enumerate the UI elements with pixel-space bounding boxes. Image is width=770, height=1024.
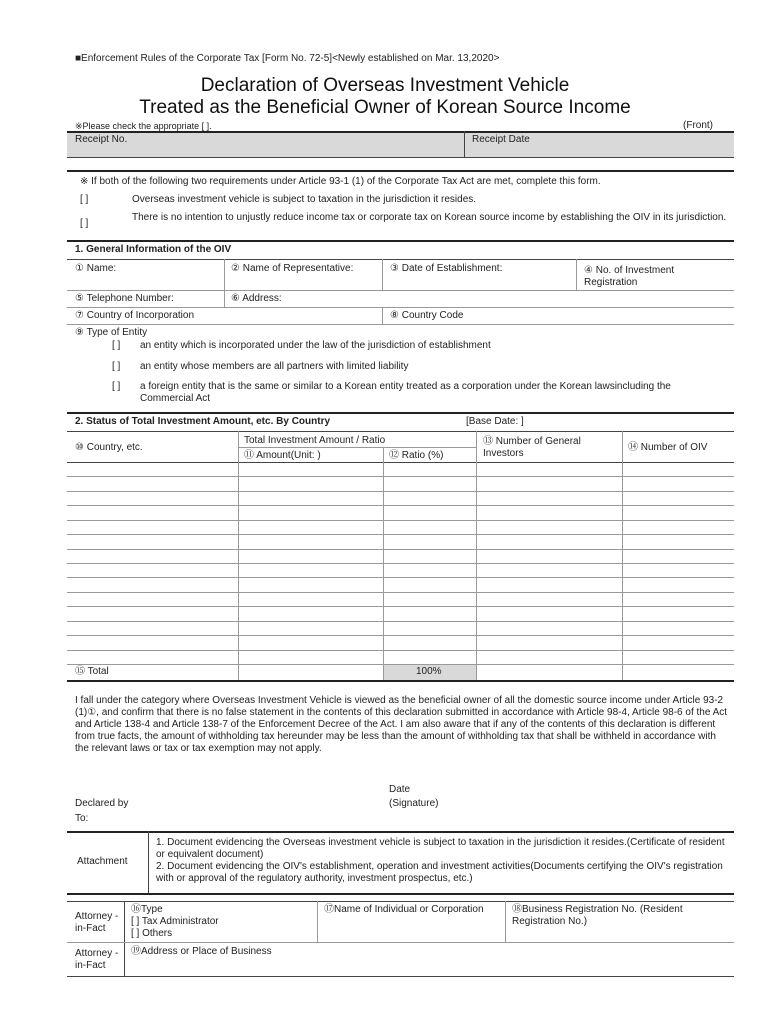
requirement-1-text: Overseas investment vehicle is subject to taxation in the jurisdiction it resides. [132, 194, 477, 205]
table-row-divider [67, 563, 734, 564]
table-row[interactable] [67, 635, 734, 649]
check-note: ※Please check the appropriate [ ]. [75, 121, 212, 131]
front-label: (Front) [683, 120, 713, 131]
country-code-field[interactable]: ⑧ Country Code [390, 310, 464, 321]
table-row-divider [67, 491, 734, 492]
entity-type-3-checkbox[interactable]: [ ] [112, 381, 121, 392]
table-row-divider [67, 577, 734, 578]
table-row-divider [67, 635, 734, 636]
business-registration-field[interactable]: ⑱Business Registration No. (Resident Registration No.) [512, 904, 683, 927]
col-total-investment-header: Total Investment Amount / Ratio [244, 435, 386, 446]
section-1-title: 1. General Information of the OIV [75, 244, 232, 255]
declared-by-label: Declared by [75, 798, 129, 809]
to-label: To: [75, 813, 89, 824]
table-row-divider [67, 592, 734, 593]
receipt-date-field[interactable]: Receipt Date [472, 134, 530, 145]
form-title-line-1: Declaration of Overseas Investment Vehicle [200, 75, 570, 96]
entity-type-1-text: an entity which is incorporated under the law of the jurisdiction of establishment [140, 340, 491, 351]
total-row-label: ⑮ Total [75, 666, 109, 677]
base-date-field[interactable]: [Base Date: ] [466, 416, 524, 427]
attorney-type-others[interactable]: [ ] Others [131, 928, 173, 939]
attorney-label-2: Attorney -in-Fact [75, 948, 119, 971]
entity-type-2-checkbox[interactable]: [ ] [112, 361, 121, 372]
form-title-line-2: Treated as the Beneficial Owner of Korean Source Income [139, 97, 631, 118]
entity-type-2-text: an entity whose members are all partners with limited liability [140, 361, 409, 372]
attorney-name-field[interactable]: ⑰Name of Individual or Corporation [324, 904, 484, 915]
table-row[interactable] [67, 520, 734, 534]
table-row[interactable] [67, 476, 734, 490]
entity-type-label: ⑨ Type of Entity [75, 327, 148, 338]
receipt-number-field[interactable]: Receipt No. [75, 134, 128, 145]
col-amount-header: ⑪ Amount(Unit: ) [244, 450, 321, 461]
col-general-investors-header: ⑬ Number of General Investors [483, 436, 581, 459]
entity-type-3-text: a foreign entity that is the same or similar to a Korean entity treated as a corporation under the Korean lawsincluding the Commercial Act [140, 381, 671, 404]
table-row-divider [67, 606, 734, 607]
table-row[interactable] [67, 462, 734, 476]
table-row-divider [67, 476, 734, 477]
attorney-address-field[interactable]: ⑲Address or Place of Business [131, 946, 272, 957]
requirements-note: ※ If both of the following two requirements under Article 93-1 (1) of the Corporate Tax Act are met, complete this form. [80, 176, 601, 187]
investment-registration-field[interactable]: ④ No. of Investment Registration [584, 265, 675, 288]
attachment-item-2: 2. Document evidencing the OIV's establishment, operation and investment activities(Documents certifying the OIV's registration with or approval of the regulatory authority, investment prospectus, etc.) [156, 861, 723, 884]
country-of-incorporation-field[interactable]: ⑦ Country of Incorporation [75, 310, 195, 321]
table-row-divider [67, 520, 734, 521]
ratio-total-value: 100% [416, 666, 442, 677]
attachment-item-1: 1. Document evidencing the Overseas investment vehicle is subject to taxation in the jurisdiction it resides.(Certificate of resident or equivalent document) [156, 837, 725, 860]
table-row-divider [67, 664, 734, 665]
representative-name-field[interactable]: ② Name of Representative: [231, 263, 354, 274]
table-row-divider [67, 549, 734, 550]
table-row[interactable] [67, 621, 734, 635]
attorney-label: Attorney -in-Fact [75, 911, 119, 934]
section-2-title: 2. Status of Total Investment Amount, etc. By Country [75, 416, 331, 427]
date-label[interactable]: Date [389, 784, 411, 795]
requirement-1-checkbox[interactable]: [ ] [80, 194, 89, 205]
signature-field[interactable]: (Signature) [389, 798, 439, 809]
address-field[interactable]: ⑥ Address: [231, 293, 282, 304]
form-reference: ■Enforcement Rules of the Corporate Tax [Form No. 72-5]<Newly established on Mar. 13,2020> [75, 53, 500, 64]
telephone-field[interactable]: ⑤ Telephone Number: [75, 293, 174, 304]
col-ratio-header: ⑫ Ratio (%) [389, 450, 444, 461]
oiv-name-field[interactable]: ① Name: [75, 263, 117, 274]
requirement-2-text: There is no intention to unjustly reduce income tax or corporate tax on Korean source income by establishing the OIV in its jurisdiction. [132, 212, 727, 223]
attorney-type-tax-administrator[interactable]: [ ] Tax Administrator [131, 916, 219, 927]
attachment-label: Attachment [77, 856, 128, 867]
table-row-divider [67, 621, 734, 622]
table-row[interactable] [67, 577, 734, 591]
entity-type-1-checkbox[interactable]: [ ] [112, 340, 121, 351]
table-row[interactable] [67, 606, 734, 620]
table-row-divider [67, 650, 734, 651]
col-oiv-count-header: ⑭ Number of OIV [628, 442, 708, 453]
table-row-divider [67, 534, 734, 535]
table-row[interactable] [67, 592, 734, 606]
table-row[interactable] [67, 650, 734, 664]
attorney-type-label: ⑯Type [131, 904, 163, 915]
table-row[interactable] [67, 491, 734, 505]
col-country-header: ⑩ Country, etc. [75, 442, 143, 453]
receipt-block [67, 131, 734, 157]
table-row[interactable] [67, 534, 734, 548]
table-row-divider [67, 505, 734, 506]
table-row[interactable] [67, 505, 734, 519]
establishment-date-field[interactable]: ③ Date of Establishment: [390, 263, 503, 274]
table-row[interactable] [67, 549, 734, 563]
declaration-statement: I fall under the category where Overseas Investment Vehicle is viewed as the beneficial owner of all the domestic source income under Article 93-2 (1)①, and confirm that there is no false statement in the contents of this declaration submitted in accordance with Article 98-4, Article 98-6 of the Act and Article 138-4 and Article 138-7 of the Enforcement Decree of the Act. I am also aware that if any of the contents of this declaration is different from true facts, the amount of withholding tax hereunder may be less than the amount of withholding tax that shall be withheld in accordance with the relevant laws or tax or tax exemption may not apply. [75, 695, 728, 754]
table-row[interactable] [67, 563, 734, 577]
requirement-2-checkbox[interactable]: [ ] [80, 218, 89, 229]
